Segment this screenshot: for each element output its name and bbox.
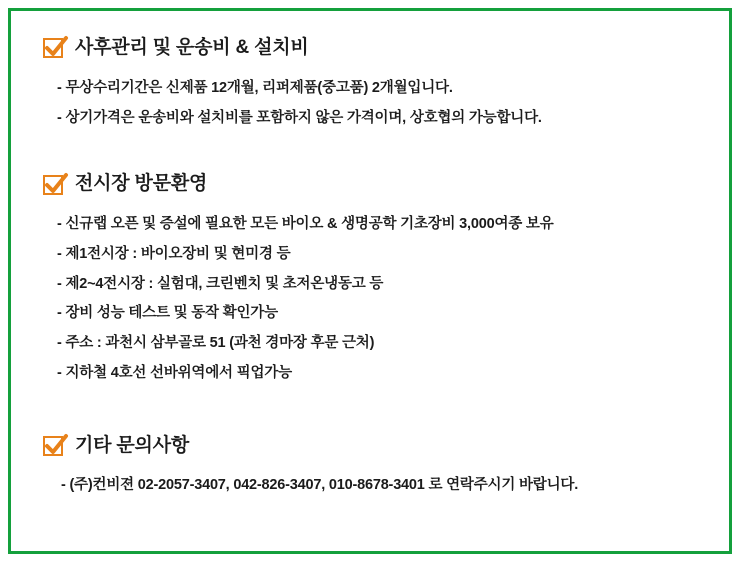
checkbox-checked-icon xyxy=(43,436,63,456)
section-title: 기타 문의사항 xyxy=(75,434,190,456)
list-item: - 신규랩 오픈 및 증설에 필요한 모든 바이오 & 생명공학 기초장비 3,000여종 보유 xyxy=(57,216,554,233)
section-title: 전시장 방문환영 xyxy=(75,173,208,195)
list-item: - 주소 : 과천시 삼부골로 51 (과천 경마장 후문 근처) xyxy=(57,335,375,352)
list-item: - 제2~4전시장 : 실험대, 크린벤치 및 초저온냉동고 등 xyxy=(57,275,384,292)
checkbox-checked-icon xyxy=(43,38,63,58)
section-line-list xyxy=(35,471,705,501)
list-item: - 장비 성능 테스트 및 동작 확인가능 xyxy=(57,305,278,322)
list-item: - 무상수리기간은 신제품 12개월, 리퍼제품(중고품) 2개월입니다. xyxy=(57,79,453,96)
list-item: - 상기가격은 운송비와 설치비를 포함하지 않은 가격이며, 상호협의 가능합니다. xyxy=(57,109,542,126)
section-showroom-visit xyxy=(35,173,705,388)
list-item: - 제1전시장 : 바이오장비 및 현미경 등 xyxy=(57,245,291,262)
checkbox-checked-icon xyxy=(43,175,63,195)
section-header xyxy=(43,173,705,196)
list-item: - (주)컨비젼 02-2057-3407, 042-826-3407, 010-8678-3401 로 연락주시기 바랍니다. xyxy=(61,477,579,494)
section-header xyxy=(43,37,705,60)
section-line-list xyxy=(35,210,705,389)
section-line-list xyxy=(35,74,705,134)
section-header xyxy=(43,435,705,458)
section-other-inquiries xyxy=(35,435,705,502)
bordered-content-frame xyxy=(8,8,732,554)
section-title: 사후관리 및 운송비 & 설치비 xyxy=(75,37,309,58)
section-after-service xyxy=(35,37,705,133)
list-item: - 지하철 4호선 선바위역에서 픽업가능 xyxy=(57,364,292,381)
